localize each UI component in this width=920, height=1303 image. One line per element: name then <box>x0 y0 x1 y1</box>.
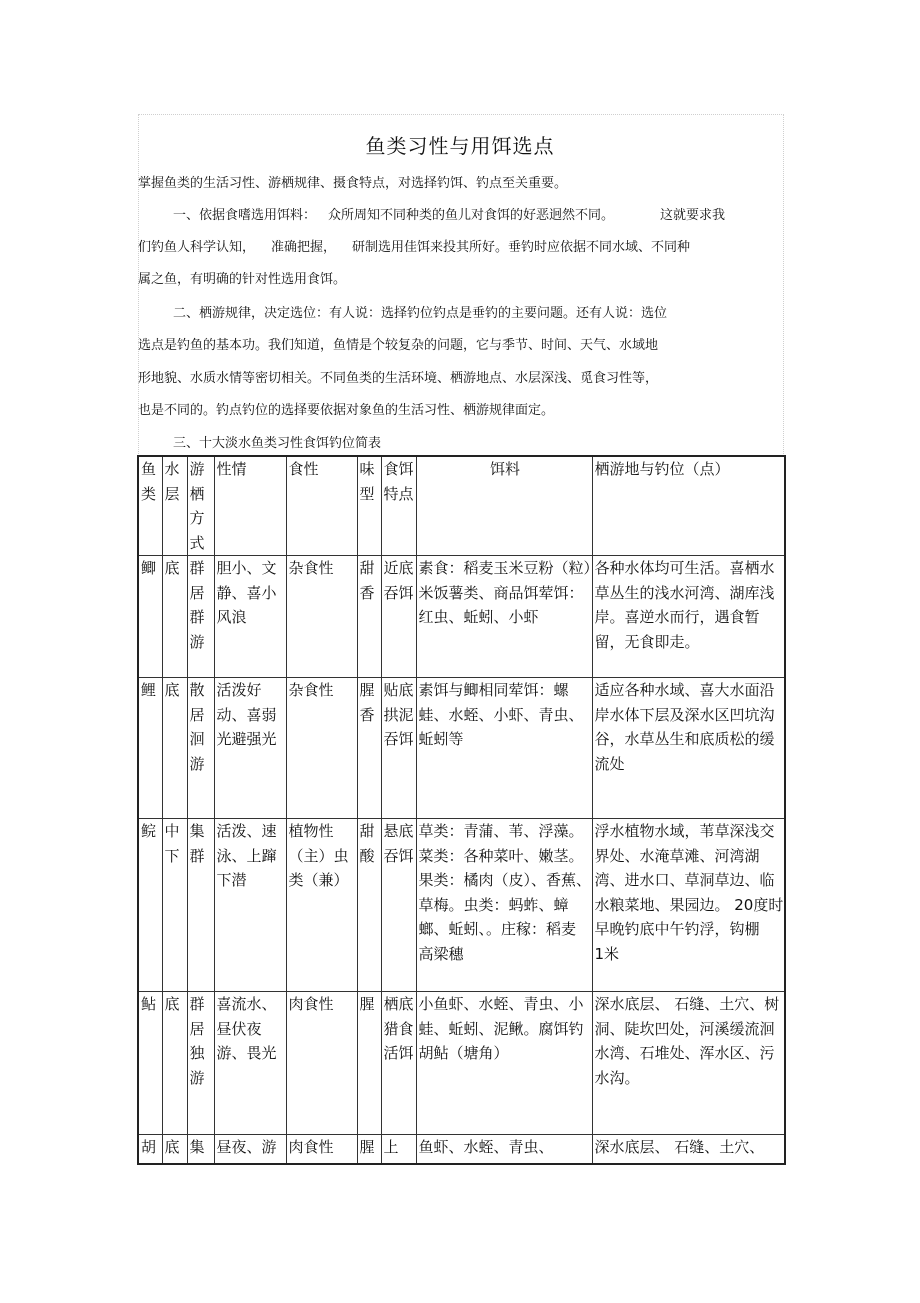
table-cell: 甜酸 <box>357 819 381 992</box>
table-cell: 鲇 <box>138 992 162 1135</box>
table-cell: 底 <box>162 992 187 1135</box>
section2-line4: 也是不同的。钓点钓位的选择要依据对象鱼的生活习性、栖游规律面定。 <box>138 403 555 418</box>
section1-line1-part-b: 众所周知不同种类的鱼儿对食饵的好恶迥然不同。 <box>328 208 615 223</box>
header-cell: 鱼类 <box>138 456 162 556</box>
table-cell: 栖底猎食活饵 <box>381 992 416 1135</box>
table-cell: 鱼虾、水蛭、青虫、 <box>416 1135 592 1165</box>
table-row <box>138 1135 785 1165</box>
fish-habits-table <box>137 455 786 1165</box>
table-cell: 杂食性 <box>286 678 357 819</box>
table-cell: 胡 <box>138 1135 162 1165</box>
table-cell: 贴底拱泥吞饵 <box>381 678 416 819</box>
section1-line2-part-c: 研制选用佳饵来投其所好。垂钓时应依据不同水域、不同种 <box>352 240 691 255</box>
table-cell: 近底吞饵 <box>381 556 416 678</box>
header-cell: 水层 <box>162 456 187 556</box>
table-cell: 喜流水、昼伏夜游、畏光 <box>214 992 286 1135</box>
section1-line2 <box>138 240 690 256</box>
page-title: 鱼类习性与用饵选点 <box>365 134 555 158</box>
intro-paragraph: 掌握鱼类的生活习性、游栖规律、摄食特点，对选择钓饵、钓点至关重要。 <box>138 176 568 191</box>
table-cell: 活泼、速泳、上蹿下潜 <box>214 819 286 992</box>
table-row <box>138 678 785 819</box>
header-cell: 味型 <box>357 456 381 556</box>
table-cell: 悬底吞饵 <box>381 819 416 992</box>
table-row <box>138 556 785 678</box>
table-cell: 胆小、文静、喜小风浪 <box>214 556 286 678</box>
table-cell: 底 <box>162 678 187 819</box>
table-cell: 鲤 <box>138 678 162 819</box>
section2-line2: 选点是钓鱼的基本功。我们知道，鱼情是个较复杂的问题，它与季节、时间、天气、水域地 <box>138 338 659 353</box>
table-cell: 群居群游 <box>187 556 214 678</box>
section1-line2-part-b: 准确把握， <box>271 240 337 255</box>
table-cell: 深水底层、 石缝、土穴、树洞、陡坎凹处，河溪缓流洄水湾、石堆处、浑水区、污水沟。 <box>592 992 785 1135</box>
table-cell: 素饵与鲫相同荤饵：螺蛙、水蛭、小虾、青虫、蚯蚓等 <box>416 678 592 819</box>
table-cell: 底 <box>162 1135 187 1165</box>
header-cell: 栖游地与钓位（点） <box>592 456 785 556</box>
section1-line2-part-a: 们钓鱼人科学认知， <box>138 240 256 255</box>
header-cell: 饵料 <box>416 456 592 556</box>
table-cell: 深水底层、 石缝、土穴、 <box>592 1135 785 1165</box>
header-cell: 食性 <box>286 456 357 556</box>
table-cell: 各种水体均可生活。喜栖水草丛生的浅水河湾、湖库浅岸。喜逆水而行，遇食暂留，无食即走。 <box>592 556 785 678</box>
table-cell: 散居洄游 <box>187 678 214 819</box>
section1-line1-part-a: 一、依据食嗜选用饵料： <box>173 208 317 223</box>
table-cell: 适应各种水域、喜大水面沿岸水体下层及深水区凹坑沟谷，水草丛生和底质松的缓流处 <box>592 678 785 819</box>
table-cell: 植物性（主）虫类（兼） <box>286 819 357 992</box>
header-cell: 食饵特点 <box>381 456 416 556</box>
table-cell: 群居独游 <box>187 992 214 1135</box>
table-cell: 素食：稻麦玉米豆粉（粒）米饭薯类、商品饵荤饵：红虫、蚯蚓、小虾 <box>416 556 592 678</box>
table-cell: 昼夜、游 <box>214 1135 286 1165</box>
table-cell: 腥香 <box>357 678 381 819</box>
table-cell: 鲫 <box>138 556 162 678</box>
table-header-row <box>138 456 785 556</box>
table-cell: 甜香 <box>357 556 381 678</box>
table-cell: 肉食性 <box>286 992 357 1135</box>
section3-heading: 三、十大淡水鱼类习性食饵钓位简表 <box>173 436 382 451</box>
table-cell: 集群 <box>187 819 214 992</box>
section1-line1-part-c: 这就要求我 <box>660 208 726 223</box>
section1-line1 <box>173 208 725 224</box>
table-cell: 腥 <box>357 1135 381 1165</box>
table-cell: 活泼好动、喜弱光避强光 <box>214 678 286 819</box>
header-cell: 游栖方式 <box>187 456 214 556</box>
table-cell: 腥 <box>357 992 381 1135</box>
table-cell: 底 <box>162 556 187 678</box>
table-cell: 浮水植物水域，苇草深浅交界处、水淹草滩、河湾湖湾、进水口、草洞草边、临水粮菜地、果园边。 20度时早晚钓底中午钓浮，钩棚 1米 <box>592 819 785 992</box>
table-cell: 杂食性 <box>286 556 357 678</box>
table-cell: 集 <box>187 1135 214 1165</box>
table-cell: 肉食性 <box>286 1135 357 1165</box>
section2-line1: 二、栖游规律，决定选位：有人说：选择钓位钓点是垂钓的主要问题。还有人说：选位 <box>173 306 668 321</box>
section2-line3: 形地貌、水质水情等密切相关。不同鱼类的生活环境、栖游地点、水层深浅、觅食习性等， <box>138 371 659 386</box>
table-cell: 中下 <box>162 819 187 992</box>
table-cell: 上 <box>381 1135 416 1165</box>
header-cell: 性情 <box>214 456 286 556</box>
table-cell: 草类：青蒲、苇、浮藻。菜类：各种菜叶、嫩茎。果类：橘肉（皮）、香蕉、草梅。虫类：蚂蚱、蟑螂、蚯蚓、。庄稼：稻麦 高梁穗 <box>416 819 592 992</box>
table-cell: 小鱼虾、水蛭、青虫、小蛙、蚯蚓、泥鳅。腐饵钓胡鲇（塘角） <box>416 992 592 1135</box>
table-row <box>138 819 785 992</box>
table-cell: 鲩 <box>138 819 162 992</box>
table-row <box>138 992 785 1135</box>
section1-line3: 属之鱼，有明确的针对性选用食饵。 <box>138 272 347 287</box>
